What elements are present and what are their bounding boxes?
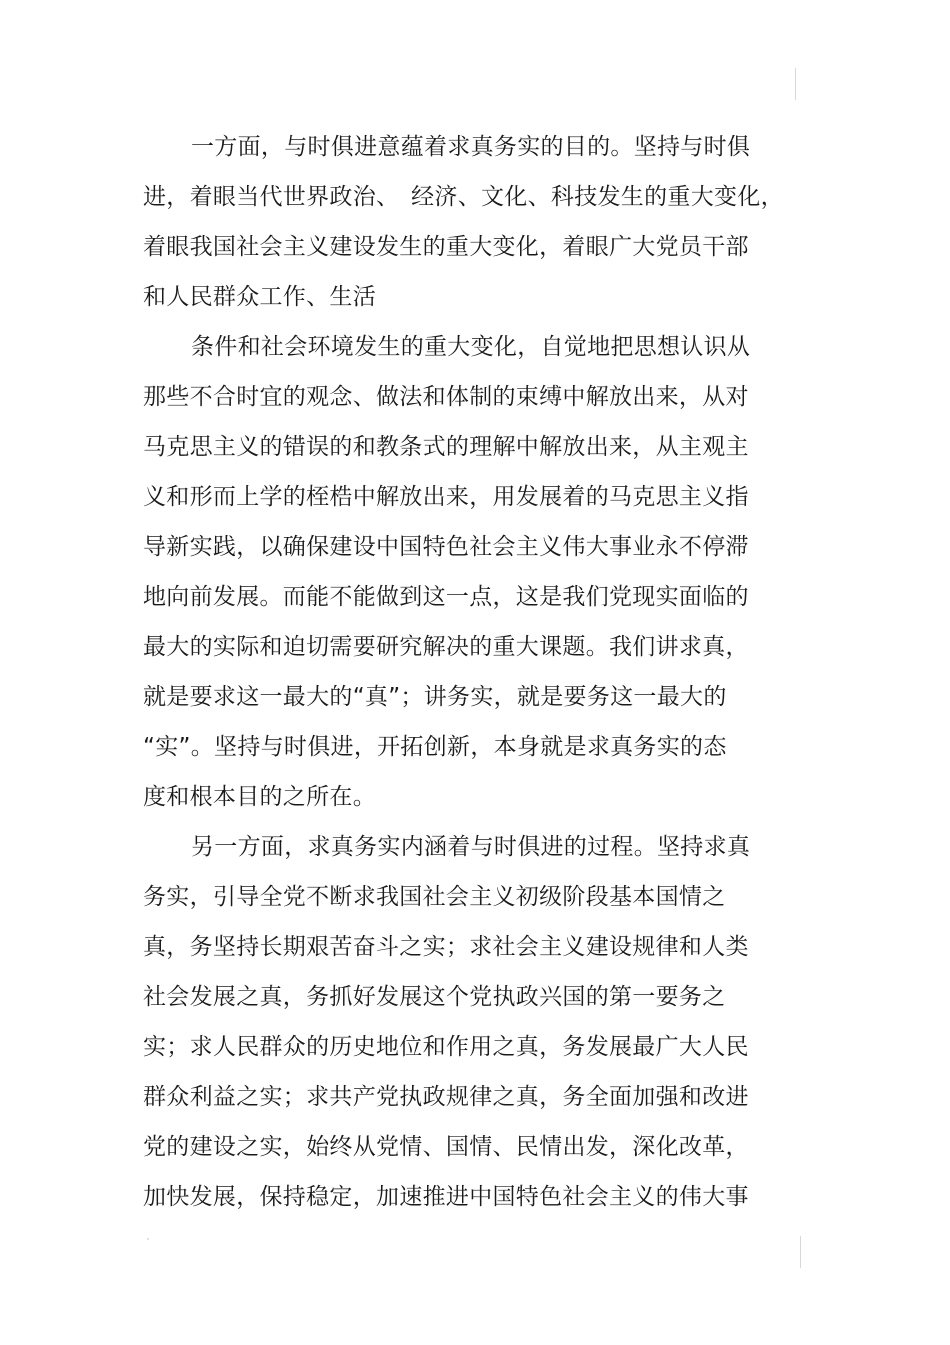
text-line: 度和根本目的之所在。 xyxy=(143,784,376,810)
page-corner-mark xyxy=(795,68,796,100)
text-line: 真，务坚持长期艰苦奋斗之实；求社会主义建设规律和人类 xyxy=(143,934,749,960)
text-line: 社会发展之真，务抓好发展这个党执政兴国的第一要务之 xyxy=(143,984,726,1010)
text-line: 条件和社会环境发生的重大变化，自觉地把思想认识从 xyxy=(191,334,751,360)
text-line: 着眼我国社会主义建设发生的重大变化，着眼广大党员干部 xyxy=(143,234,749,260)
text-line: 务实，引导全党不断求我国社会主义初级阶段基本国情之 xyxy=(143,884,726,910)
text-line: 和人民群众工作、生活 xyxy=(143,284,376,310)
text-line: 导新实践，以确保建设中国特色社会主义伟大事业永不停滞 xyxy=(143,534,749,560)
document-body xyxy=(143,122,793,1222)
text-line: 另一方面，求真务实内涵着与时俱进的过程。坚持求真 xyxy=(191,834,751,860)
text-line: 进，着眼当代世界政治、 经济、文化、科技发生的重大变化， xyxy=(143,184,784,210)
text-line: 实；求人民群众的历史地位和作用之真，务发展最广大人民 xyxy=(143,1034,749,1060)
text-line: 最大的实际和迫切需要研究解决的重大课题。我们讲求真， xyxy=(143,634,749,660)
text-line: 马克思主义的错误的和教条式的理解中解放出来，从主观主 xyxy=(143,434,749,460)
text-line: 一方面，与时俱进意蕴着求真务实的目的。坚持与时俱 xyxy=(191,134,751,160)
text-line: 加快发展，保持稳定，加速推进中国特色社会主义的伟大事 xyxy=(143,1184,749,1210)
text-line: “实”。坚持与时俱进，开拓创新，本身就是求真务实的态 xyxy=(143,734,727,760)
page-corner-dot xyxy=(147,1238,149,1240)
text-line: 就是要求这一最大的“真”；讲务实，就是要务这一最大的 xyxy=(143,684,727,710)
page-corner-mark xyxy=(800,1236,801,1268)
text-line: 义和形而上学的桎梏中解放出来，用发展着的马克思主义指 xyxy=(143,484,749,510)
text-line: 那些不合时宜的观念、做法和体制的束缚中解放出来，从对 xyxy=(143,384,749,410)
paragraph-2 xyxy=(143,322,793,822)
text-line: 党的建设之实，始终从党情、国情、民情出发，深化改革， xyxy=(143,1134,749,1160)
text-line: 地向前发展。而能不能做到这一点，这是我们党现实面临的 xyxy=(143,584,749,610)
text-line: 群众利益之实；求共产党执政规律之真，务全面加强和改进 xyxy=(143,1084,749,1110)
paragraph-3 xyxy=(143,822,793,1222)
paragraph-1 xyxy=(143,122,793,322)
